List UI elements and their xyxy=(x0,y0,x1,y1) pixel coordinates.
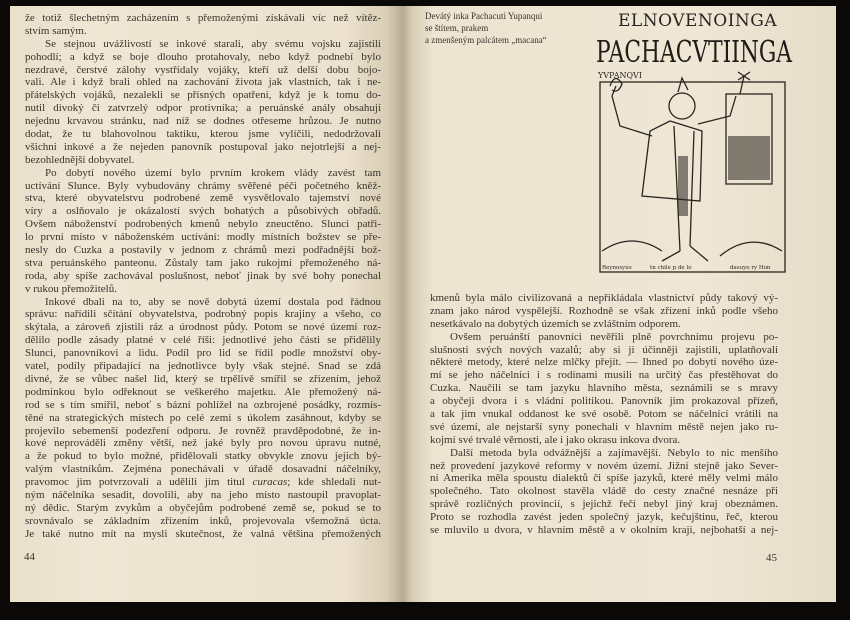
text-line: kmenů byla málo civilizovaná a nepřikládala vlastnictví půdy takový vý- xyxy=(430,292,778,304)
text-line: a obyčeji dvora i s vládní politikou. Panovník jim prokazoval přízeň, xyxy=(430,395,778,408)
illustration-caption xyxy=(425,10,547,46)
illustration-footer-left: Reynosyus xyxy=(602,265,632,271)
text-line: znam jako národ vyspělejší. Rozhodně se však zřízení inků podle všeho xyxy=(430,304,778,317)
text-line: podmínkou bylo odřeknout se veškerého majetku. Ale přemožený ná- xyxy=(25,385,381,398)
text-line: těné na strategických místech po celé zemi s úkolem zasáhnout, kdyby se xyxy=(25,411,381,424)
text-line: společného. Tato okolnost stavěla vládě do cesty značné nesnáze při xyxy=(430,485,778,498)
page-number-right: 45 xyxy=(766,552,777,564)
text-line: valým vlastníkům. Zejména ponechávali v úřadě dosavadní náčelníky, xyxy=(25,463,381,476)
text-line: dodat, že tu blahovolnou taktiku, kterou jsme vylíčili, nedodržovali xyxy=(25,128,381,141)
text-line: správě rozličných provincií, s jejichž řečí nebyl jiný kraj obeznámen. xyxy=(430,498,778,511)
text-line: skýtala, a zároveň zjistili ráz a úrodnost půdy. Potom se nové území roz- xyxy=(25,321,381,334)
text-line: Ovšem peruánští panovníci nevěřili plně povrchnímu projevu po- xyxy=(450,330,778,343)
text-line: nesly do Cuzka a postavily v jednom z chrámů mezi podřadnější bož- xyxy=(25,244,381,257)
text-line: ný dědic. Starým zvykům a obyčejům podrobené země se, pokud se to xyxy=(25,501,381,514)
text-line: a že pokud to bylo možné, přidělovali statky obvykle znovu jejich bý- xyxy=(25,450,381,463)
text-line: v rukou přemožitelů. xyxy=(25,282,117,295)
text-line: dělilo podle zásady platné v celé říši: jednotlivé jeho části se přidělily xyxy=(25,334,381,347)
text-line: mí se jeho náčelníci i s rodinami musili na určitý čas přestěhovat do xyxy=(430,369,778,382)
left-page xyxy=(10,6,403,602)
text-line: projevilo sebemenší podezření odporu. Je rovněž pravděpodobné, že in- xyxy=(25,424,381,437)
caption-line: Devátý inka Pachacuti Yupanqui xyxy=(425,11,543,21)
paragraph xyxy=(25,167,381,296)
text-line: rod se s tím smířil, neboť s bázní pohlížel na ozbrojené posádky, rozmís- xyxy=(25,398,381,411)
paragraph xyxy=(430,292,778,331)
paragraph xyxy=(430,447,778,537)
text-line: stvím samým. xyxy=(25,24,87,37)
illustration-title-main: PACHACVTIINGA xyxy=(596,35,793,70)
text-line: nezdravé, čerstvé zálohy vystřídaly vojáky, kteří už delší dobu bojo- xyxy=(25,63,381,76)
text-line: přátelských vojáků, nezalekli se přísných opatření, když je k tomu do- xyxy=(25,89,381,102)
text-line: Cuzka. Naučili se tam jazyku hlavního města, seznámili se s mravy xyxy=(430,382,778,395)
text-line: Je také nutno mít na mysli skutečnost, že valná většina přemožených xyxy=(25,527,381,540)
text-line: vatel, podíly připadající na jednotlivce byly však stejné. Snad se zdá xyxy=(25,360,381,373)
text-line: nesetkávalo na dobytých územích se zvláštním odporem. xyxy=(430,317,681,330)
text-line: Se stejnou uvážlivostí se inkové starali, aby svému vojsku zajistili xyxy=(45,37,381,50)
right-page-text xyxy=(430,292,778,537)
left-page-text xyxy=(25,12,381,541)
text-line: kové neprováděli změny větší, než jaké byly pro novou úpravu nutné, xyxy=(25,437,381,450)
text-line: bezohlednější dobyvatel. xyxy=(25,153,135,166)
text-line: srovnávalo se základním zřízením inků, projevovala všemožná úcta. xyxy=(25,514,381,527)
text-line: své území, ale nejstarší syny ponechali v hlavním městě nejen jako ru- xyxy=(430,420,778,433)
illustration-title-top: ELNOVENOINGA xyxy=(618,11,778,31)
caption-line: a zmenšeným palcátem „macana“ xyxy=(425,35,547,45)
text-line: divné, že se vůbec našel lid, který se trpělivě smířil se zřízením, jehož xyxy=(25,372,381,385)
text-line: se mluvilo u dvora, v hlavním městě a v okolním kraji, nejbohatší a nej- xyxy=(430,524,778,537)
paragraph xyxy=(25,38,381,167)
text-line: ní Amerika měla spoustu dialektů či spíše jazyků, které měly velmi málo xyxy=(430,472,778,485)
text-line: víry a oslňovalo je okázalostí svých bohatých a působivých obřadů. xyxy=(25,205,381,218)
caption-line: se štítem, prakem xyxy=(425,23,489,33)
text-line: stva peruánského panteonu. Zůstaly tam jako rukojmí přemoženého ná- xyxy=(25,256,381,269)
pachacuti-woodcut-illustration xyxy=(590,6,795,278)
illustration-footer-right: dasuyo ry Hon xyxy=(730,265,771,271)
text-line: Inkové dbali na to, aby se nově dobytá území dostala pod řádnou xyxy=(45,295,381,308)
text-line: nejednu krvavou stránku, nad níž se dodnes otřeseme hrůzou. Je nutno xyxy=(25,115,381,128)
text-line: roda, aby spíše zachovával poslušnost, neboť jinak by své bohy ponechal xyxy=(25,269,381,282)
text-line: správu: nařídili sčítání obyvatelstva, podrobný popis krajiny a všeho, co xyxy=(25,308,381,321)
right-page xyxy=(403,6,836,602)
illustration-footer-mid: tn chile p de lo xyxy=(650,265,692,271)
page-number-left: 44 xyxy=(24,551,35,563)
paragraph xyxy=(430,331,778,447)
text-line: všichni inkové a že nejeden panovník postupoval jako nejotrlejší a nej- xyxy=(25,140,381,153)
text-line: Další metoda byla odvážnější a zajímavější. Nebylo to nic menšího xyxy=(450,446,778,459)
text-line: Po dobytí nového území bylo prvním krokem vlády zavést tam xyxy=(45,166,381,179)
text-line: a tak jim vnukal oddanost ke své osobě. Potom se náčelníci vrátili na xyxy=(430,408,778,421)
text-line: Proto se rozhodla zavést jeden společný jazyk, kečujštinu, řeč, kterou xyxy=(430,511,778,524)
text-line: než provedení jazykové reformy v novém území. Jižní stejně jako Sever- xyxy=(430,459,778,472)
text-line: nutil divoký či zatvrzelý odpor protivníka; a peruánské anály obsahují xyxy=(25,102,381,115)
text-line: že totiž šlechetným zacházením s přemoženými získávali víc než vítěz- xyxy=(25,12,381,24)
text-line: kojmí své trvalé věrnosti, ale i jako okrasu inkova dvora. xyxy=(430,433,681,446)
text-line: ným náčelníka sesadit, dovolili, aby na jeho místo nastoupil pravoplat- xyxy=(25,488,381,501)
text-line: některé metody, které nelze mlčky přejít. — Ihned po dobytí nového úze- xyxy=(430,356,778,369)
text-line: Ovšem náboženství podrobených kmenů nebylo zneuctěno. Slunci patři- xyxy=(25,218,381,231)
text-line: pohodlí; a když se boje dlouho protahovaly, nebo když podnebí bylo xyxy=(25,50,381,63)
text-line: Slunci, panovníkovi a lidu. Podíl pro lid se řídil podle množství oby- xyxy=(25,347,381,360)
text-line: stva, které obyvatelstvu podrobené země vysvětlovalo tajemství nové xyxy=(25,192,381,205)
paragraph xyxy=(25,296,381,541)
illustration-subtitle: YVPANQVI xyxy=(598,71,642,80)
text-line: pravomoc jim potvrzovali a udělili jim titul curacas; kde shledali nut- xyxy=(25,476,381,489)
paragraph xyxy=(25,12,381,38)
text-line: slušnosti svých nových vazalů; aby si ji účinněji zajistili, uplatňovali xyxy=(430,343,778,356)
text-line: lo první místo v náboženském uctívání: modly místních božstev se pře- xyxy=(25,231,381,244)
text-line: vali. Ale i když brali ohled na zachování života jak vlastních, tak i ne- xyxy=(25,76,381,89)
text-line: uctívání Slunce. Byly vybudovány chrámy svěřené péči početného kněž- xyxy=(25,179,381,192)
